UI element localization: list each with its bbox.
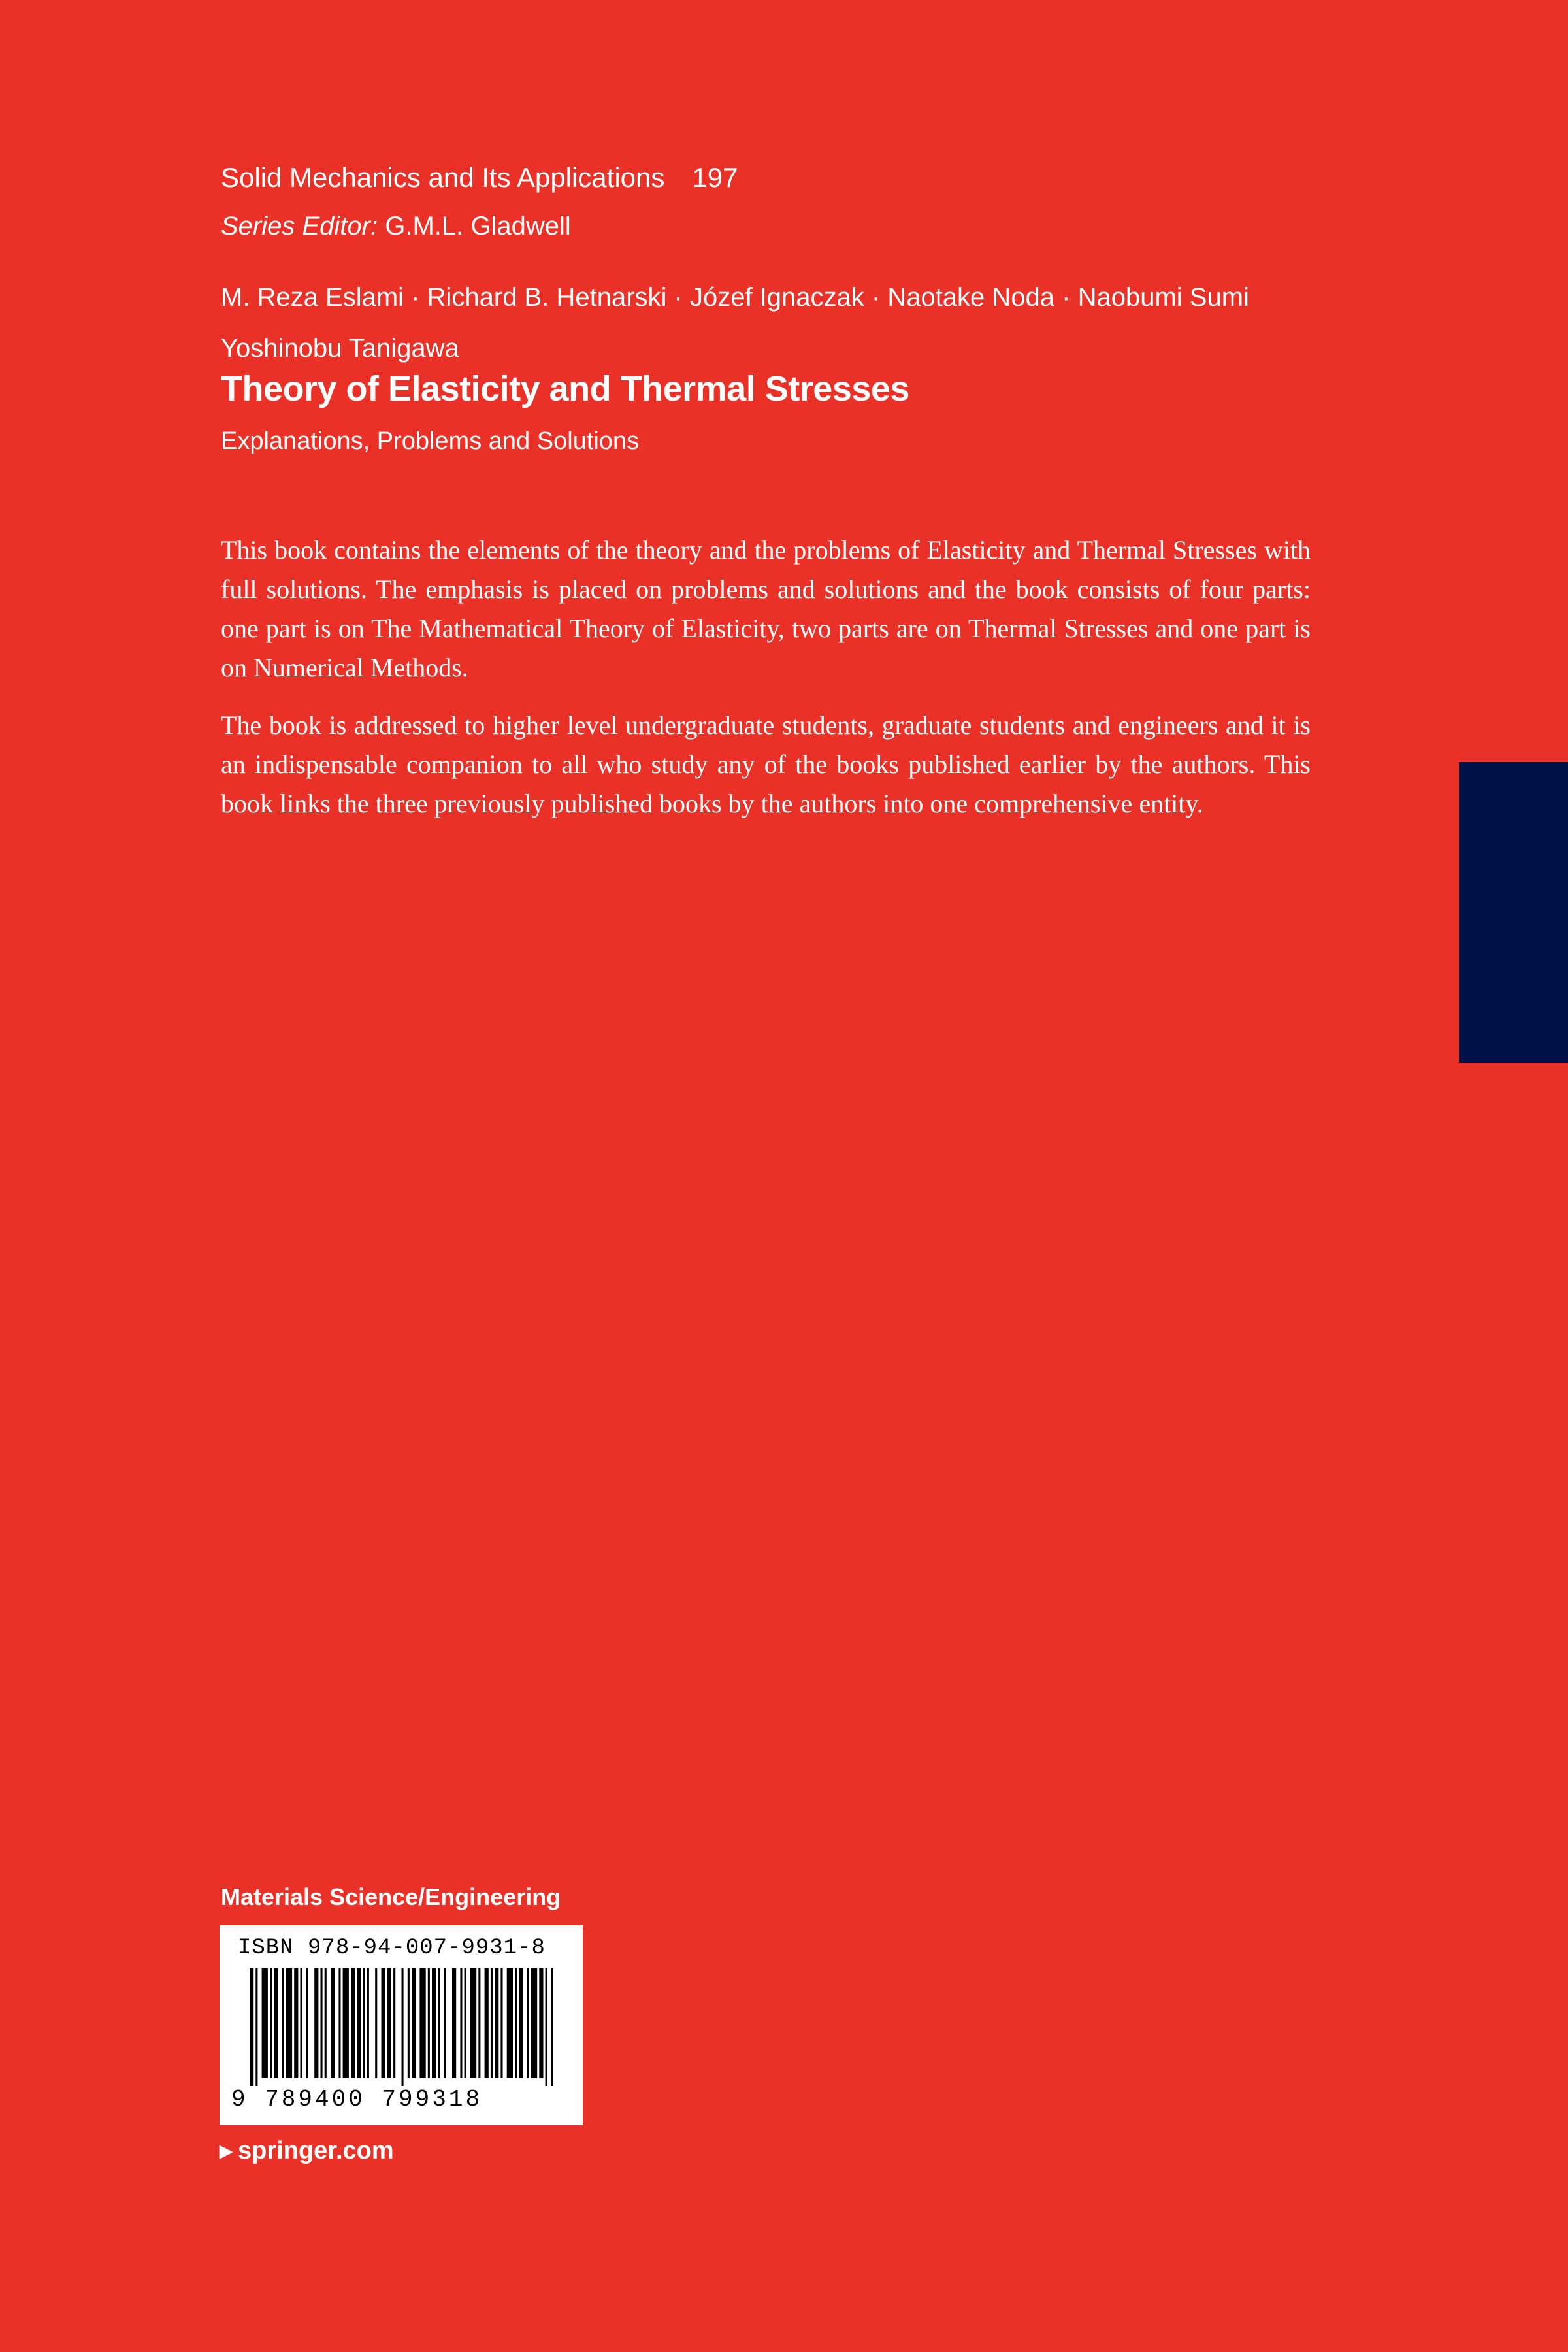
barcode-bar	[314, 1968, 318, 2078]
book-title: Theory of Elasticity and Thermal Stresses	[221, 369, 909, 408]
barcode-bar	[367, 1968, 369, 2078]
barcode-bar	[393, 1968, 395, 2078]
barcode-bar	[262, 1968, 268, 2078]
barcode-bar	[419, 1968, 425, 2078]
barcode-bar	[331, 1968, 335, 2078]
barcode-bar	[274, 1968, 278, 2078]
author-line-2: Yoshinobu Tanigawa	[221, 334, 459, 363]
barcode-bar	[301, 1968, 302, 2078]
barcode-bar	[382, 1968, 385, 2078]
barcode-bar	[286, 1968, 292, 2078]
barcode-bar	[357, 1968, 361, 2078]
barcode-bar	[546, 1968, 547, 2086]
description-paragraph-2: The book is addressed to higher level undergraduate students, graduate students and engineers and it is an indispensable companion to all who study any of the books published earlier by the authors. This book links the three previously published books by the authors into one comprehensive entity.	[221, 710, 1311, 818]
series-editor-label: Series Editor	[221, 212, 370, 240]
series-line	[221, 161, 738, 195]
barcode-bar	[363, 1968, 365, 2078]
barcode-bar	[270, 1968, 272, 2078]
barcode-bar	[387, 1968, 391, 2078]
barcode-bar	[495, 1968, 498, 2078]
barcode-bar	[515, 1968, 517, 2078]
barcode-bar	[408, 1968, 410, 2078]
series-number: 197	[692, 162, 738, 193]
barcode-bar	[491, 1968, 493, 2078]
barcode-bar	[432, 1968, 436, 2078]
barcode-bar	[250, 1968, 253, 2086]
book-subtitle: Explanations, Problems and Solutions	[221, 427, 640, 455]
series-editor-line: Series Editor: G.M.L. Gladwell	[221, 212, 571, 240]
barcode-bar	[500, 1968, 502, 2078]
barcode-bar	[375, 1968, 377, 2078]
barcode-bar	[485, 1968, 489, 2078]
subject-category: Materials Science/Engineering	[221, 1883, 561, 1910]
barcode-bar	[306, 1968, 308, 2078]
barcode-digits: 9 789400 799318	[231, 2086, 483, 2113]
barcode-bar	[255, 1968, 257, 2086]
barcode-bar	[460, 1968, 462, 2078]
isbn-barcode	[220, 1925, 583, 2125]
barcode-bar	[519, 1968, 523, 2078]
website-label: springer.com	[238, 2137, 394, 2164]
series-editor-name: G.M.L. Gladwell	[385, 212, 571, 240]
isbn-label: ISBN 978-94-007-9931-8	[238, 1936, 546, 1961]
barcode-bar	[428, 1968, 430, 2078]
barcode-bar	[325, 1968, 327, 2078]
description-paragraph-1: This book contains the elements of the theory and the problems of Elasticity and Thermal Stresses with full solutions. The emphasis is placed on problems and solutions and the book consists of four parts: one part is on The Mathematical Theory of Elasticity, two parts are on Thermal Stresses and one part is on Numerical Methods.	[221, 535, 1311, 682]
barcode-bar	[438, 1968, 440, 2078]
barcode-bar	[351, 1968, 355, 2078]
barcode-bar	[444, 1968, 446, 2078]
triangle-arrow-icon: ▶	[220, 2141, 233, 2161]
barcode-bar	[294, 1968, 298, 2078]
barcode-bar	[465, 1968, 466, 2078]
barcode-bar	[507, 1968, 513, 2078]
series-title: Solid Mechanics and Its Applications	[221, 162, 665, 193]
barcode-bar	[527, 1968, 529, 2078]
barcode-bar	[551, 1968, 553, 2086]
side-color-tab	[1459, 762, 1568, 1063]
barcode-bar	[412, 1968, 416, 2078]
barcode-bar	[338, 1968, 340, 2078]
barcode-bar	[452, 1968, 456, 2078]
barcode-bar	[539, 1968, 543, 2078]
book-description	[221, 531, 1311, 842]
barcode-bar	[343, 1968, 349, 2078]
barcode-bar	[282, 1968, 284, 2078]
barcode-bar	[321, 1968, 323, 2078]
author-line-1: M. Reza Eslami · Richard B. Hetnarski · Józef Ignaczak · Naotake Noda · Naobumi Sumi	[221, 283, 1249, 312]
publisher-website[interactable]	[220, 2134, 394, 2167]
author-list	[221, 272, 1331, 374]
barcode-bar	[478, 1968, 480, 2078]
barcode-bars	[250, 1968, 554, 2086]
barcode-bar	[531, 1968, 537, 2078]
barcode-bar	[402, 1968, 404, 2086]
barcode-bar	[470, 1968, 476, 2078]
